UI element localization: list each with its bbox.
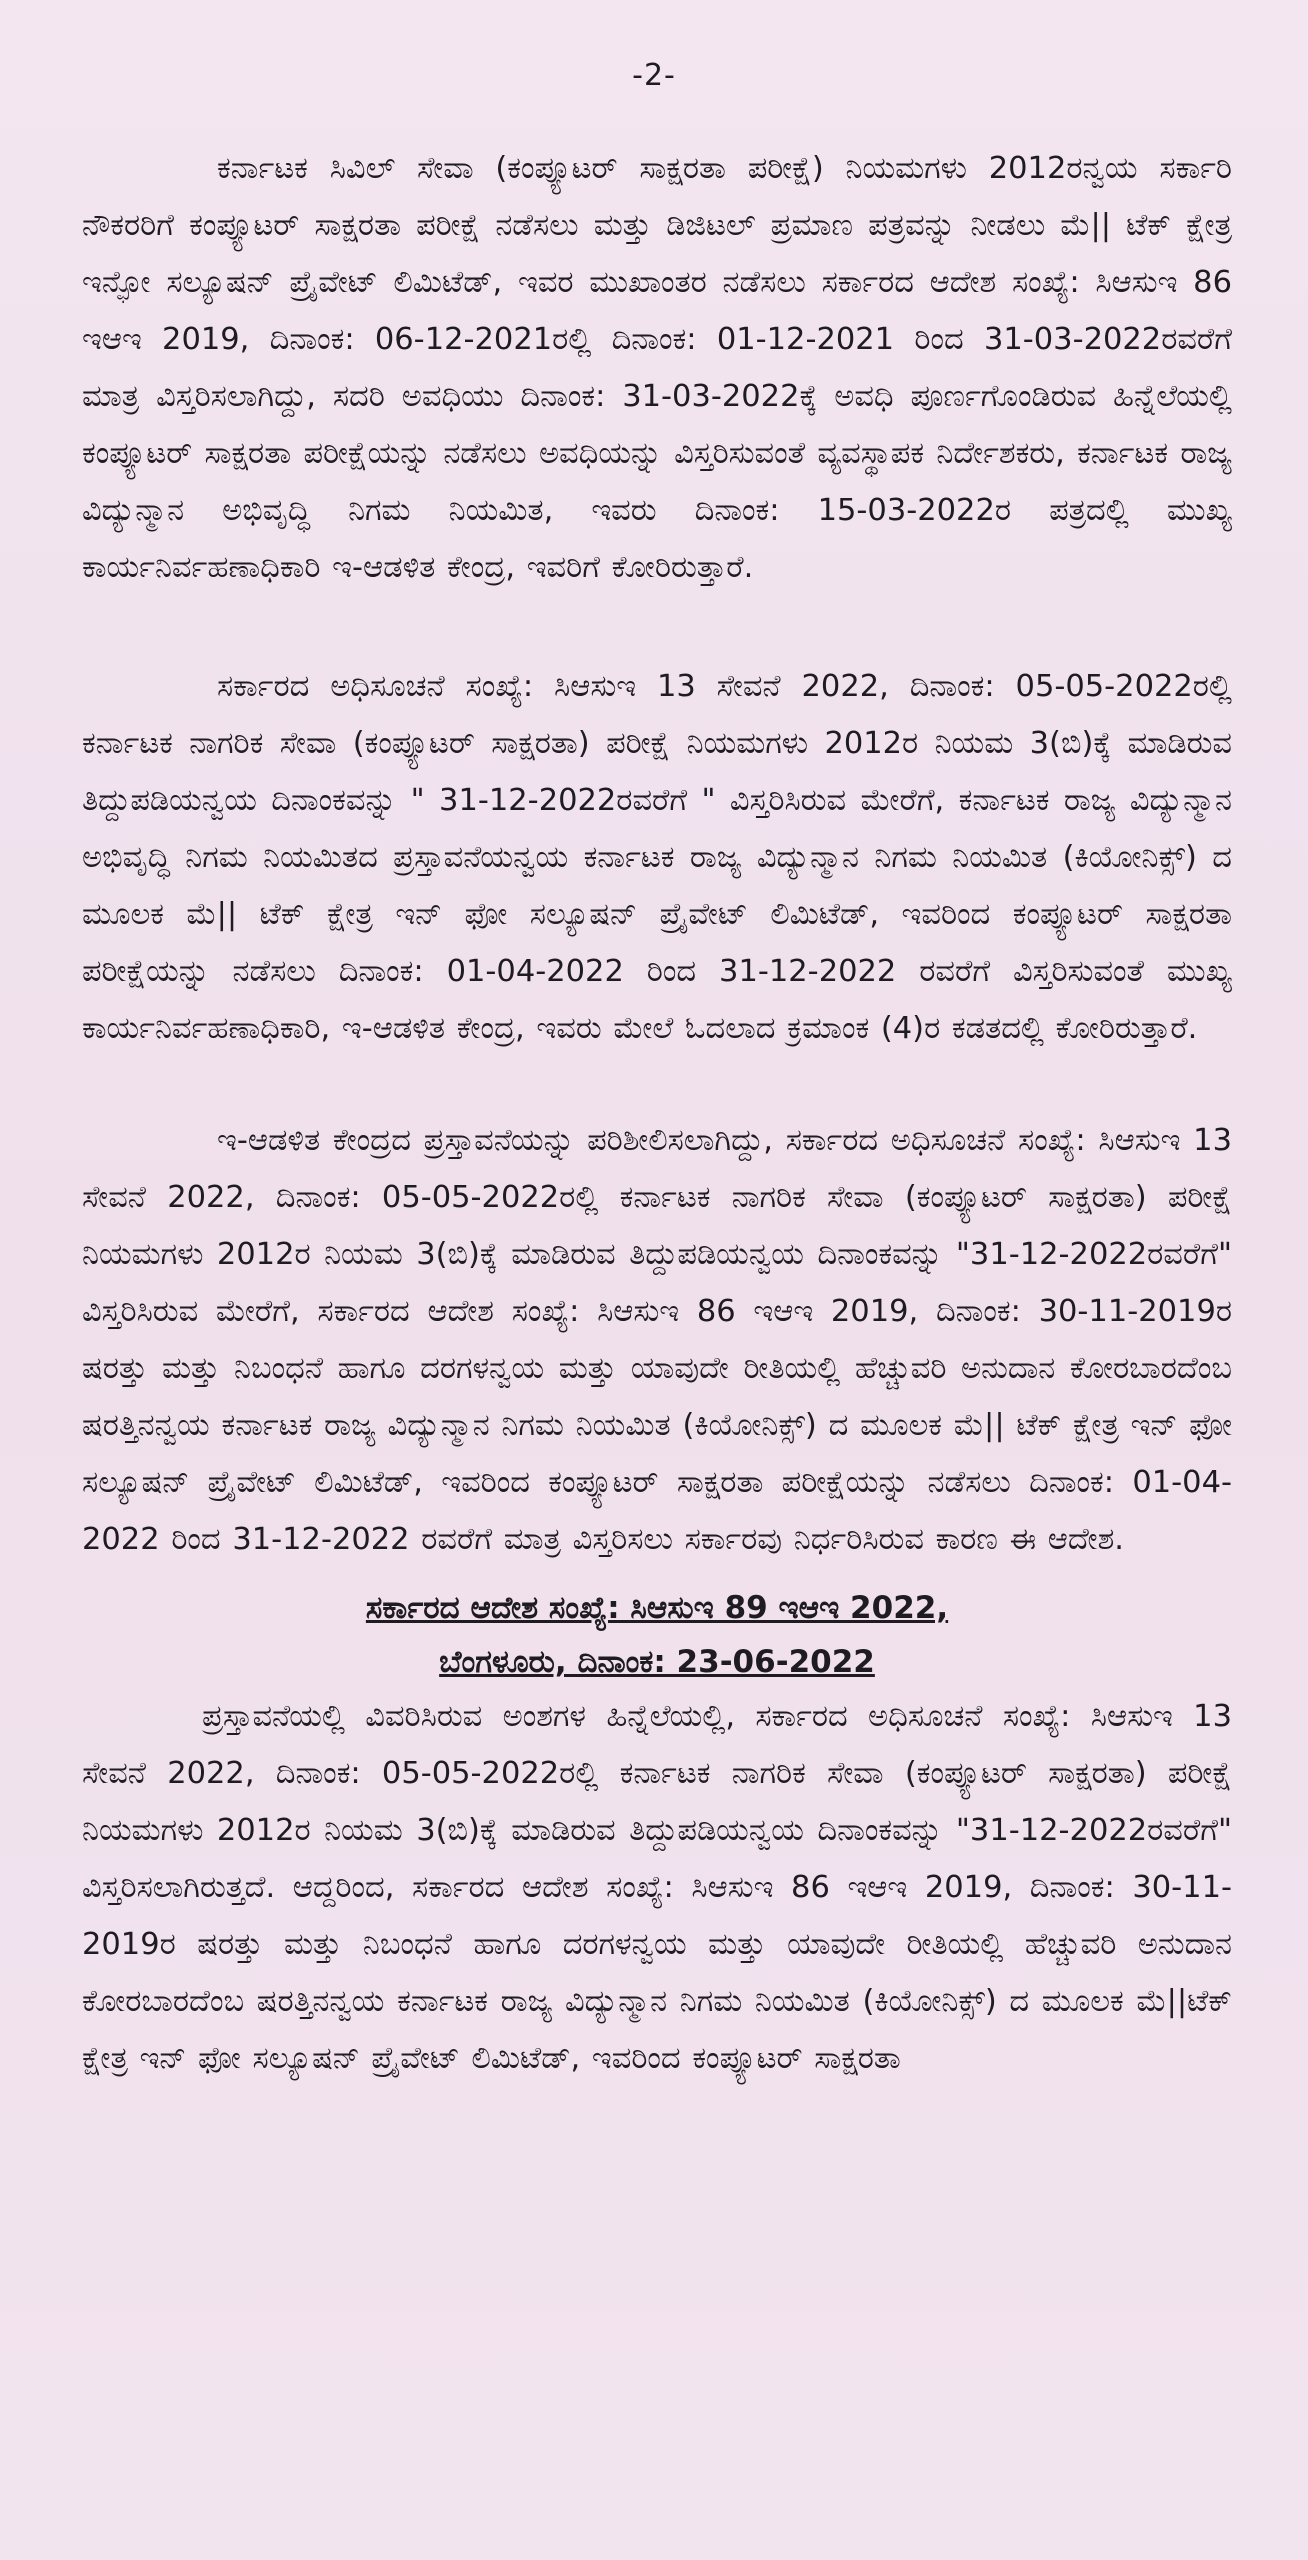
order-paragraph-text: ಪ್ರಸ್ತಾವನೆಯಲ್ಲಿ ವಿವರಿಸಿರುವ ಅಂಶಗಳ ಹಿನ್ನೆಲೆಯಲ್ಲಿ, ಸರ್ಕಾರದ ಅಧಿಸೂಚನೆ ಸಂಖ್ಯೆ: ಸಿಆಸುಇ 13 ಸೇವನೆ 2022, ದಿನಾಂಕ: 05-05-2022ರಲ್ಲಿ ಕರ್ನಾಟಕ ನಾಗರಿಕ ಸೇವಾ (ಕಂಪ್ಯೂಟರ್ ಸಾಕ್ಷರತಾ) ಪರೀಕ್ಷೆ ನಿಯಮಗಳು 2012ರ ನಿಯಮ 3(ಬಿ)ಕ್ಕೆ ಮಾಡಿರುವ ತಿದ್ದುಪಡಿಯನ್ವಯ ದಿನಾಂಕವನ್ನು "31-12-2022ರವರೆಗೆ" ವಿಸ್ತರಿಸಲಾಗಿರುತ್ತದೆ. ಆದ್ದರಿಂದ, ಸರ್ಕಾರದ ಆದೇಶ ಸಂಖ್ಯೆ: ಸಿಆಸುಇ 86 ಇಆಇ 2019, ದಿನಾಂಕ: 30-11-2019ರ ಷರತ್ತು ಮತ್ತು ನಿಬಂಧನೆ ಹಾಗೂ ದರಗಳನ್ವಯ ಮತ್ತು ಯಾವುದೇ ರೀತಿಯಲ್ಲಿ ಹೆಚ್ಚುವರಿ ಅನುದಾನ ಕೋರಬಾರದೆಂಬ ಷರತ್ತಿನನ್ವಯ ಕರ್ನಾಟಕ ರಾಜ್ಯ ವಿದ್ಯುನ್ಮಾನ ನಿಗಮ ನಿಯಮಿತ (ಕಿಯೋನಿಕ್ಸ್) ದ ಮೂಲಕ ಮೆ||ಟೆಕ್ ಕ್ಷೇತ್ರ ಇನ್ ಫೋ ಸಲ್ಯೂಷನ್ ಪ್ರೈವೇಟ್ ಲಿಮಿಟೆಡ್, ಇವರಿಂದ ಕಂಪ್ಯೂಟರ್ ಸಾಕ್ಷರತಾ — [82, 1699, 1232, 2076]
paragraph-1-text: ಕರ್ನಾಟಕ ಸಿವಿಲ್ ಸೇವಾ (ಕಂಪ್ಯೂಟರ್ ಸಾಕ್ಷರತಾ ಪರೀಕ್ಷೆ) ನಿಯಮಗಳು 2012ರನ್ವಯ ಸರ್ಕಾರಿ ನೌಕರರಿಗೆ ಕಂಪ್ಯೂಟರ್ ಸಾಕ್ಷರತಾ ಪರೀಕ್ಷೆ ನಡೆಸಲು ಮತ್ತು ಡಿಜಿಟಲ್ ಪ್ರಮಾಣ ಪತ್ರವನ್ನು ನೀಡಲು ಮೆ|| ಟೆಕ್ ಕ್ಷೇತ್ರ ಇನ್ಫೋ ಸಲ್ಯೂಷನ್ ಪ್ರೈವೇಟ್ ಲಿಮಿಟೆಡ್, ಇವರ ಮುಖಾಂತರ ನಡೆಸಲು ಸರ್ಕಾರದ ಆದೇಶ ಸಂಖ್ಯೆ: ಸಿಆಸುಇ 86 ಇಆಇ 2019, ದಿನಾಂಕ: 06-12-2021ರಲ್ಲಿ ದಿನಾಂಕ: 01-12-2021 ರಿಂದ 31-03-2022ರವರೆಗೆ ಮಾತ್ರ ವಿಸ್ತರಿಸಲಾಗಿದ್ದು, ಸದರಿ ಅವಧಿಯು ದಿನಾಂಕ: 31-03-2022ಕ್ಕೆ ಅವಧಿ ಪೂರ್ಣಗೊಂಡಿರುವ ಹಿನ್ನೆಲೆಯಲ್ಲಿ ಕಂಪ್ಯೂಟರ್ ಸಾಕ್ಷರತಾ ಪರೀಕ್ಷೆಯನ್ನು ನಡೆಸಲು ಅವಧಿಯನ್ನು ವಿಸ್ತರಿಸುವಂತೆ ವ್ಯವಸ್ಥಾಪಕ ನಿರ್ದೇಶಕರು, ಕರ್ನಾಟಕ ರಾಜ್ಯ ವಿದ್ಯುನ್ಮಾನ ಅಭಿವೃದ್ಧಿ ನಿಗಮ ನಿಯಮಿತ, ಇವರು ದಿನಾಂಕ: 15-03-2022ರ ಪತ್ರದಲ್ಲಿ ಮುಖ್ಯ ಕಾರ್ಯನಿರ್ವಹಣಾಧಿಕಾರಿ ಇ-ಆಡಳಿತ ಕೇಂದ್ರ, ಇವರಿಗೆ ಕೋರಿರುತ್ತಾರೆ. — [82, 151, 1232, 585]
paragraph-3 — [82, 1112, 1232, 1568]
paragraph-1 — [82, 140, 1232, 596]
order-heading — [82, 1582, 1232, 1688]
order-paragraph — [82, 1688, 1232, 2087]
order-date: ಬೆಂಗಳೂರು, ದಿನಾಂಕ: 23-06-2022 — [439, 1644, 875, 1680]
order-number: ಸರ್ಕಾರದ ಆದೇಶ ಸಂಖ್ಯೆ: ಸಿಆಸುಇ 89 ಇಆಇ 2022, — [365, 1590, 949, 1626]
page-number: -2- — [632, 58, 676, 93]
paragraph-3-text: ಇ-ಆಡಳಿತ ಕೇಂದ್ರದ ಪ್ರಸ್ತಾವನೆಯನ್ನು ಪರಿಶೀಲಿಸಲಾಗಿದ್ದು, ಸರ್ಕಾರದ ಅಧಿಸೂಚನೆ ಸಂಖ್ಯೆ: ಸಿಆಸುಇ 13 ಸೇವನೆ 2022, ದಿನಾಂಕ: 05-05-2022ರಲ್ಲಿ ಕರ್ನಾಟಕ ನಾಗರಿಕ ಸೇವಾ (ಕಂಪ್ಯೂಟರ್ ಸಾಕ್ಷರತಾ) ಪರೀಕ್ಷೆ ನಿಯಮಗಳು 2012ರ ನಿಯಮ 3(ಬಿ)ಕ್ಕೆ ಮಾಡಿರುವ ತಿದ್ದುಪಡಿಯನ್ವಯ ದಿನಾಂಕವನ್ನು "31-12-2022ರವರೆಗೆ" ವಿಸ್ತರಿಸಿರುವ ಮೇರೆಗೆ, ಸರ್ಕಾರದ ಆದೇಶ ಸಂಖ್ಯೆ: ಸಿಆಸುಇ 86 ಇಆಇ 2019, ದಿನಾಂಕ: 30-11-2019ರ ಷರತ್ತು ಮತ್ತು ನಿಬಂಧನೆ ಹಾಗೂ ದರಗಳನ್ವಯ ಮತ್ತು ಯಾವುದೇ ರೀತಿಯಲ್ಲಿ ಹೆಚ್ಚುವರಿ ಅನುದಾನ ಕೋರಬಾರದೆಂಬ ಷರತ್ತಿನನ್ವಯ ಕರ್ನಾಟಕ ರಾಜ್ಯ ವಿದ್ಯುನ್ಮಾನ ನಿಗಮ ನಿಯಮಿತ (ಕಿಯೋನಿಕ್ಸ್) ದ ಮೂಲಕ ಮೆ|| ಟೆಕ್ ಕ್ಷೇತ್ರ ಇನ್ ಫೋ ಸಲ್ಯೂಷನ್ ಪ್ರೈವೇಟ್ ಲಿಮಿಟೆಡ್, ಇವರಿಂದ ಕಂಪ್ಯೂಟರ್ ಸಾಕ್ಷರತಾ ಪರೀಕ್ಷೆಯನ್ನು ನಡೆಸಲು ದಿನಾಂಕ: 01-04-2022 ರಿಂದ 31-12-2022 ರವರೆಗೆ ಮಾತ್ರ ವಿಸ್ತರಿಸಲು ಸರ್ಕಾರವು ನಿರ್ಧರಿಸಿರುವ ಕಾರಣ ಈ ಆದೇಶ. — [82, 1123, 1232, 1557]
document-body — [82, 140, 1232, 2087]
paragraph-2 — [82, 658, 1232, 1057]
paragraph-2-text: ಸರ್ಕಾರದ ಅಧಿಸೂಚನೆ ಸಂಖ್ಯೆ: ಸಿಆಸುಇ 13 ಸೇವನೆ 2022, ದಿನಾಂಕ: 05-05-2022ರಲ್ಲಿ ಕರ್ನಾಟಕ ನಾಗರಿಕ ಸೇವಾ (ಕಂಪ್ಯೂಟರ್ ಸಾಕ್ಷರತಾ) ಪರೀಕ್ಷೆ ನಿಯಮಗಳು 2012ರ ನಿಯಮ 3(ಬಿ)ಕ್ಕೆ ಮಾಡಿರುವ ತಿದ್ದುಪಡಿಯನ್ವಯ ದಿನಾಂಕವನ್ನು " 31-12-2022ರವರೆಗೆ " ವಿಸ್ತರಿಸಿರುವ ಮೇರೆಗೆ, ಕರ್ನಾಟಕ ರಾಜ್ಯ ವಿದ್ಯುನ್ಮಾನ ಅಭಿವೃದ್ಧಿ ನಿಗಮ ನಿಯಮಿತದ ಪ್ರಸ್ತಾವನೆಯನ್ವಯ ಕರ್ನಾಟಕ ರಾಜ್ಯ ವಿದ್ಯುನ್ಮಾನ ನಿಗಮ ನಿಯಮಿತ (ಕಿಯೋನಿಕ್ಸ್) ದ ಮೂಲಕ ಮೆ|| ಟೆಕ್ ಕ್ಷೇತ್ರ ಇನ್ ಫೋ ಸಲ್ಯೂಷನ್ ಪ್ರೈವೇಟ್ ಲಿಮಿಟೆಡ್, ಇವರಿಂದ ಕಂಪ್ಯೂಟರ್ ಸಾಕ್ಷರತಾ ಪರೀಕ್ಷೆಯನ್ನು ನಡೆಸಲು ದಿನಾಂಕ: 01-04-2022 ರಿಂದ 31-12-2022 ರವರೆಗೆ ವಿಸ್ತರಿಸುವಂತೆ ಮುಖ್ಯ ಕಾರ್ಯನಿರ್ವಹಣಾಧಿಕಾರಿ, ಇ-ಆಡಳಿತ ಕೇಂದ್ರ, ಇವರು ಮೇಲೆ ಓದಲಾದ ಕ್ರಮಾಂಕ (4)ರ ಕಡತದಲ್ಲಿ ಕೋರಿರುತ್ತಾರೆ. — [82, 669, 1232, 1046]
